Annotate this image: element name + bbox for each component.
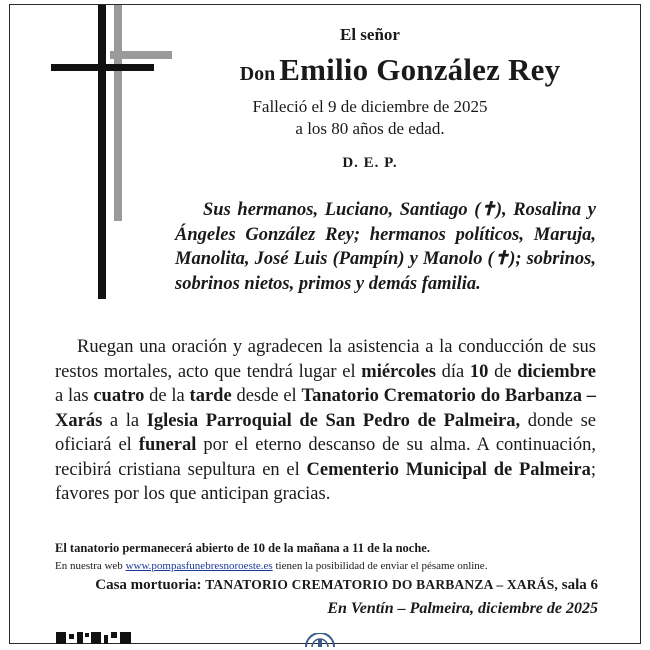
deceased-name [150, 52, 650, 88]
dep-text: D. E. P. [342, 155, 398, 171]
cross-grey-vertical [114, 5, 122, 221]
casa-sala: sala 6 [561, 577, 598, 593]
casa-label: Casa mortuoria: [95, 577, 202, 593]
name-prefix: Don [239, 63, 276, 85]
announcement-paragraph: Ruegan una oración y agradecen la asistencia a la conducción de sus restos mortales, acto que tendrá lugar el miércoles día 10 de diciembre a las cuatro de la tarde desde el Tanatorio Crematorio do Barbanza – Xarás a la Iglesia Parroquial de San Pedro de Palmeira, donde se oficiará el funeral por el eterno descanso de su alma. A continuación, recibirá cristiana sepultura en el Cementerio Municipal de Palmeira; favores por los que anticipan gracias. [55, 337, 597, 504]
title-el-senor: El señor [340, 25, 400, 44]
seal-icon [300, 633, 340, 647]
death-date: Falleció el 9 de diciembre de 2025 [252, 97, 488, 116]
website-link[interactable]: www.pompasfunebresnoroeste.es [125, 560, 273, 572]
cross-black-vertical [98, 5, 106, 299]
cross-black-horizontal [51, 64, 154, 71]
death-info [230, 96, 510, 140]
qr-code-icon [56, 630, 136, 644]
full-name: Emilio González Rey [279, 52, 561, 87]
casa-value: TANATORIO CREMATORIO DO BARBANZA – XARÁS, [205, 577, 558, 592]
place-date: En Ventín – Palmeira, diciembre de 2025 [327, 600, 598, 617]
tanatorio-hours: El tanatorio permanecerá abierto de 10 de la mañana a 11 de la noche. [55, 541, 430, 555]
age: a los 80 años de edad. [295, 119, 445, 138]
web-note: En nuestra web www.pompasfunebresnoroeste.es tienen la posibilidad de enviar el pésame online. [55, 560, 488, 572]
casa-mortuoria [0, 577, 598, 594]
family-paragraph: Sus hermanos, Luciano, Santiago (✝), Rosalina y Ángeles González Rey; hermanos políticos, Maruja, Manolita, José Luis (Pampín) y Manolo (✝); sobrinos, sobrinos nietos, primos y demás familia. [175, 200, 596, 294]
